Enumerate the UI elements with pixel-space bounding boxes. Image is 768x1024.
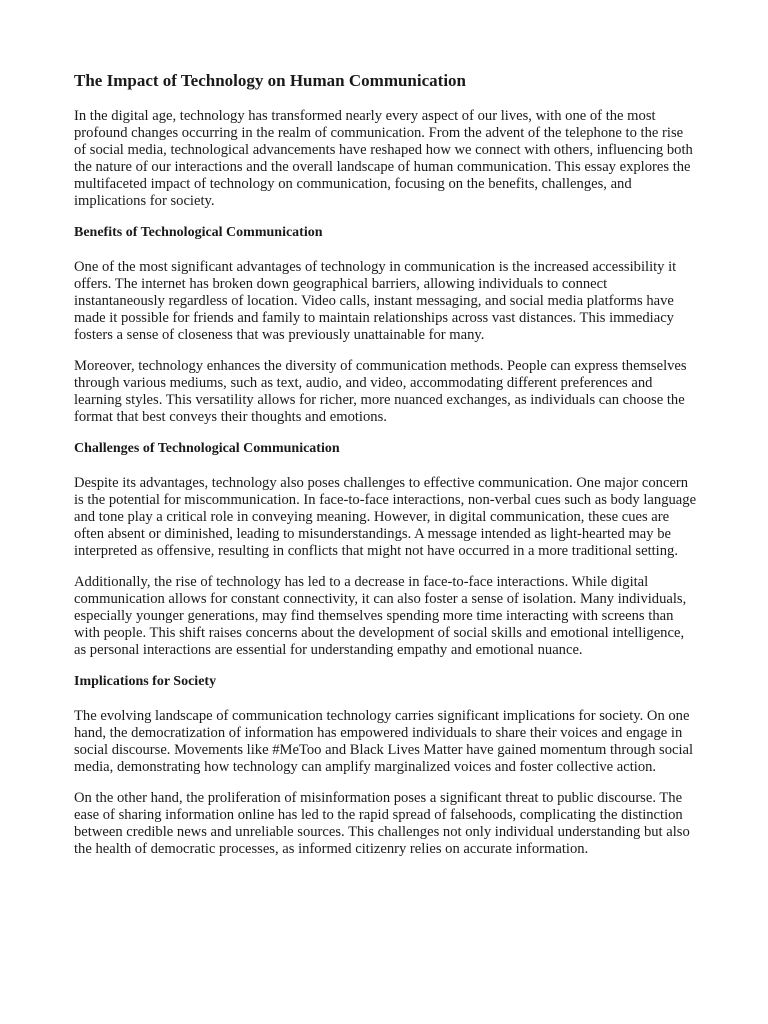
section-heading: Benefits of Technological Communication (74, 225, 323, 240)
section-paragraph: Moreover, technology enhances the diversity of communication methods. People can express themselves through various mediums, such as text, audio, and video, accommodating different preferences and learning styles. This versatility allows for richer, more nuanced exchanges, as individuals can choose the format that best conveys their thoughts and emotions. (74, 358, 687, 425)
section-paragraph: Additionally, the rise of technology has led to a decrease in face-to-face interactions. While digital communication allows for constant connectivity, it can also foster a sense of isolation. Many individuals, especially younger generations, may find themselves spending more time interacting with screens than with people. This shift raises concerns about the development of social skills and emotional intelligence, as personal interactions are essential for understanding empathy and emotional nuance. (74, 574, 687, 658)
section-paragraph: The evolving landscape of communication technology carries significant implications for society. On one hand, the democratization of information has empowered individuals to share their voices and engage in social discourse. Movements like #MeToo and Black Lives Matter have gained momentum through social media, demonstrating how technology can amplify marginalized voices and foster collective action. (74, 708, 694, 775)
intro-paragraph: In the digital age, technology has transformed nearly every aspect of our lives, with one of the most profound changes occurring in the realm of communication. From the advent of the telephone to the rise of social media, technological advancements have reshaped how we connect with others, influencing both the nature of our interactions and the overall landscape of human communication. This essay explores the multifaceted impact of technology on communication, focusing on the benefits, challenges, and implications for society. (74, 108, 693, 209)
section-heading: Challenges of Technological Communication (74, 441, 340, 456)
section-paragraph: On the other hand, the proliferation of misinformation poses a significant threat to public discourse. The ease of sharing information online has led to the rapid spread of falsehoods, complicating the distinction between credible news and unreliable sources. This challenges not only individual understanding but also the health of democratic processes, as informed citizenry relies on accurate information. (74, 790, 690, 857)
section-implications (74, 673, 698, 858)
document-title: The Impact of Technology on Human Communication (74, 71, 466, 90)
section-benefits (74, 224, 698, 426)
document-page (74, 71, 698, 872)
section-heading: Implications for Society (74, 674, 217, 689)
section-paragraph: Despite its advantages, technology also poses challenges to effective communication. One major concern is the potential for miscommunication. In face-to-face interactions, non-verbal cues such as body language and tone play a critical role in conveying meaning. However, in digital communication, these cues are often absent or diminished, leading to misunderstandings. A message intended as light-hearted may be interpreted as offensive, resulting in conflicts that might not have occurred in a more traditional setting. (74, 475, 697, 559)
section-paragraph: One of the most significant advantages of technology in communication is the increased accessibility it offers. The internet has broken down geographical barriers, allowing individuals to connect instantaneously regardless of location. Video calls, instant messaging, and social media platforms have made it possible for friends and family to maintain relationships across vast distances. This immediacy fosters a sense of closeness that was previously unattainable for many. (74, 259, 677, 343)
section-challenges (74, 440, 698, 659)
